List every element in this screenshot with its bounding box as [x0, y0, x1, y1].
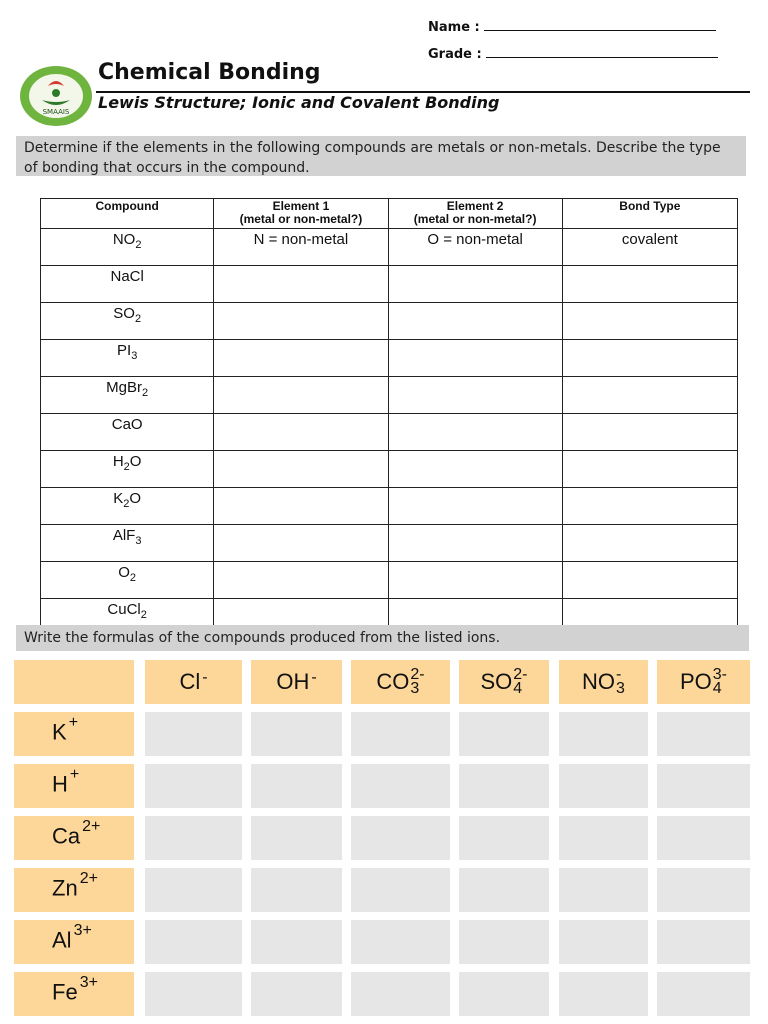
element1-answer[interactable]	[214, 266, 388, 303]
formula-answer-cell[interactable]	[351, 972, 450, 1016]
cation-label	[14, 972, 134, 1016]
formula-answer-cell[interactable]	[251, 764, 342, 808]
cation-symbol: Zn	[52, 875, 78, 901]
page-subtitle: Lewis Structure; Ionic and Covalent Bonding	[98, 93, 500, 112]
cation-charge: +	[68, 714, 79, 731]
formula-answer-cell[interactable]	[351, 868, 450, 912]
element1-answer[interactable]	[214, 340, 388, 377]
anion-header	[459, 660, 549, 704]
col-element2: Element 2 (metal or non-metal?)	[388, 199, 562, 229]
bond-type-answer[interactable]	[562, 451, 737, 488]
formula-answer-cell[interactable]	[459, 764, 549, 808]
anion-subscript: 3	[616, 680, 625, 697]
compound-cell: AlF$_3$	[41, 525, 214, 562]
element2-answer[interactable]	[388, 414, 562, 451]
cation-symbol: K	[52, 719, 67, 745]
element2-answer[interactable]	[388, 266, 562, 303]
anion-charge: 2-	[513, 666, 528, 683]
formula-answer-cell[interactable]	[351, 920, 450, 964]
anion-symbol: PO	[679, 669, 712, 694]
bond-type-answer[interactable]	[562, 488, 737, 525]
anion-charge: -	[616, 666, 622, 683]
formula-answer-cell[interactable]	[657, 972, 750, 1016]
name-label: Name :	[428, 20, 480, 35]
compound-cell: CuCl$_2$	[41, 599, 214, 636]
anion-header	[145, 660, 242, 704]
compound-cell: $NO_2$	[41, 229, 214, 266]
element2-answer[interactable]	[388, 451, 562, 488]
name-blank[interactable]	[484, 20, 716, 31]
formula-answer-cell[interactable]	[251, 712, 342, 756]
col-compound: Compound	[41, 199, 214, 229]
formula-answer-cell[interactable]	[559, 764, 648, 808]
ion-grid-corner	[14, 660, 134, 704]
formula-answer-cell[interactable]	[559, 920, 648, 964]
anion-charge: 2-	[410, 666, 425, 683]
element1-answer[interactable]	[214, 377, 388, 414]
cation-charge: 3+	[79, 974, 98, 991]
cation-label	[14, 920, 134, 964]
cation-charge: +	[69, 766, 80, 783]
formula-answer-cell[interactable]	[145, 764, 242, 808]
anion-subscript: 4	[712, 680, 722, 697]
cation-symbol: Ca	[52, 823, 81, 849]
anion-header	[351, 660, 450, 704]
anion-header	[251, 660, 342, 704]
compound-cell: $H_2O$	[41, 451, 214, 488]
col-element1: Element 1 (metal or non-metal?)	[214, 199, 388, 229]
cation-label	[14, 868, 134, 912]
table-row	[41, 377, 738, 414]
anion-charge: -	[202, 669, 208, 686]
compound-cell: $SO_2$	[41, 303, 214, 340]
cation-symbol: Fe	[52, 979, 78, 1005]
table-row	[41, 451, 738, 488]
formula-answer-cell[interactable]	[251, 868, 342, 912]
formula-answer-cell[interactable]	[657, 764, 750, 808]
element2-answer[interactable]: O = non-metal	[388, 229, 562, 266]
page-title: Chemical Bonding	[98, 60, 321, 85]
bond-type-answer[interactable]	[562, 562, 737, 599]
formula-answer-cell[interactable]	[559, 712, 648, 756]
cation-label	[14, 764, 134, 808]
cation-charge: 3+	[73, 922, 92, 939]
cation-symbol: H	[52, 771, 68, 797]
formula-answer-cell[interactable]	[459, 920, 549, 964]
bond-type-answer[interactable]	[562, 377, 737, 414]
element2-answer[interactable]	[388, 525, 562, 562]
formula-answer-cell[interactable]	[145, 920, 242, 964]
element1-answer[interactable]	[214, 414, 388, 451]
bond-type-answer[interactable]	[562, 340, 737, 377]
bond-type-answer[interactable]	[562, 414, 737, 451]
section1-instruction: Determine if the elements in the following compounds are metals or non-metals. Describe the type of bonding that occurs in the compound.	[16, 136, 746, 176]
anion-symbol: OH	[276, 669, 310, 694]
element2-answer[interactable]	[388, 340, 562, 377]
anion-symbol: Cl	[179, 669, 201, 694]
cation-label	[14, 712, 134, 756]
formula-answer-cell[interactable]	[459, 868, 549, 912]
formula-answer-cell[interactable]	[351, 712, 450, 756]
anion-charge: 3-	[712, 666, 728, 683]
element2-answer[interactable]	[388, 303, 562, 340]
bond-type-answer[interactable]	[562, 266, 737, 303]
anion-symbol: SO	[480, 669, 513, 694]
anion-symbol: CO	[376, 669, 410, 694]
element1-answer[interactable]	[214, 562, 388, 599]
section2-instruction: Write the formulas of the compounds produced from the listed ions.	[16, 625, 749, 651]
grade-field	[428, 47, 718, 62]
grade-blank[interactable]	[486, 47, 718, 58]
formula-answer-cell[interactable]	[459, 972, 549, 1016]
formula-answer-cell[interactable]	[351, 764, 450, 808]
element2-answer[interactable]	[388, 562, 562, 599]
element2-answer[interactable]	[388, 488, 562, 525]
formula-answer-cell[interactable]	[351, 816, 450, 860]
formula-answer-cell[interactable]	[459, 712, 549, 756]
formula-answer-cell[interactable]	[657, 712, 750, 756]
table-row	[41, 488, 738, 525]
anion-header	[657, 660, 750, 704]
cation-label	[14, 816, 134, 860]
compound-cell: $PI_3$	[41, 340, 214, 377]
school-logo	[18, 64, 96, 128]
logo-text: SMAAIS	[42, 108, 70, 116]
formula-answer-cell[interactable]	[251, 920, 342, 964]
table-row	[41, 562, 738, 599]
anion-subscript: 4	[513, 680, 523, 697]
compound-cell: MgBr$_2$	[41, 377, 214, 414]
formula-answer-cell[interactable]	[145, 868, 242, 912]
anion-header	[559, 660, 648, 704]
compound-cell: $O_2$	[41, 562, 214, 599]
compound-cell: NaCl	[41, 266, 214, 303]
table-row	[41, 525, 738, 562]
bond-type-answer[interactable]: covalent	[562, 229, 737, 266]
bond-type-answer[interactable]	[562, 303, 737, 340]
bond-type-answer[interactable]	[562, 525, 737, 562]
compound-table	[40, 198, 738, 636]
formula-answer-cell[interactable]	[145, 972, 242, 1016]
element1-answer[interactable]: N = non-metal	[214, 229, 388, 266]
formula-answer-cell[interactable]	[251, 816, 342, 860]
table-row	[41, 266, 738, 303]
element1-answer[interactable]	[214, 525, 388, 562]
formula-answer-cell[interactable]	[657, 868, 750, 912]
compound-cell: $K_2O$	[41, 488, 214, 525]
anion-symbol: NO	[582, 669, 616, 694]
cation-charge: 2+	[82, 818, 101, 835]
element1-answer[interactable]	[214, 488, 388, 525]
cation-charge: 2+	[79, 870, 98, 887]
element1-answer[interactable]	[214, 303, 388, 340]
table-row	[41, 303, 738, 340]
compound-cell: CaO	[41, 414, 214, 451]
formula-answer-cell[interactable]	[145, 816, 242, 860]
table-row	[41, 340, 738, 377]
cation-symbol: Al	[52, 927, 72, 953]
name-field	[428, 20, 716, 35]
element2-answer[interactable]	[388, 377, 562, 414]
formula-answer-cell[interactable]	[559, 868, 648, 912]
table-row	[41, 414, 738, 451]
formula-answer-cell[interactable]	[145, 712, 242, 756]
table-row	[41, 229, 738, 266]
element1-answer[interactable]	[214, 451, 388, 488]
anion-charge: -	[311, 669, 317, 686]
formula-answer-cell[interactable]	[559, 816, 648, 860]
col-bond-type: Bond Type	[562, 199, 737, 229]
formula-answer-cell[interactable]	[459, 816, 549, 860]
formula-answer-cell[interactable]	[657, 920, 750, 964]
compound-table-header	[41, 199, 738, 229]
anion-subscript: 3	[410, 680, 420, 697]
formula-answer-cell[interactable]	[559, 972, 648, 1016]
formula-answer-cell[interactable]	[657, 816, 750, 860]
grade-label: Grade :	[428, 47, 482, 62]
formula-answer-cell[interactable]	[251, 972, 342, 1016]
